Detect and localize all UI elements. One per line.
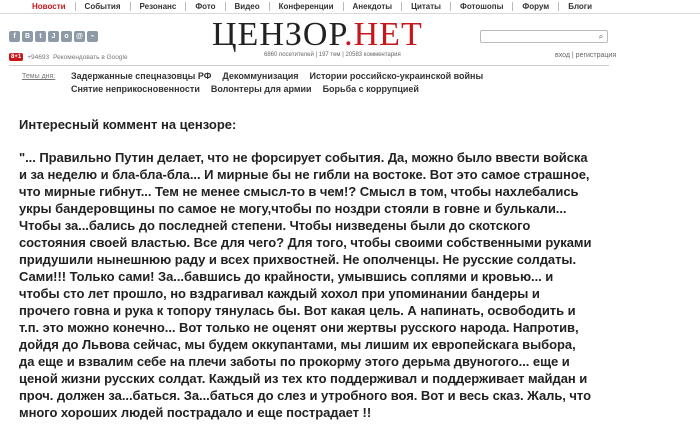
nav-item-photo[interactable]: Фото — [186, 2, 225, 11]
header-divider — [9, 65, 609, 66]
rss-icon[interactable]: ⌁ — [87, 31, 98, 42]
login-links[interactable]: вход | регистрация — [555, 52, 617, 59]
nav-item-conferences[interactable]: Конференции — [270, 2, 344, 11]
search-input[interactable] — [480, 30, 608, 43]
nav-item-blogs[interactable]: Блоги — [568, 2, 593, 11]
nav-divider — [0, 13, 700, 14]
topic-link[interactable]: Истории российско-украинской войны — [309, 71, 484, 81]
nav-item-events[interactable]: События — [76, 2, 131, 11]
nav-item-video[interactable]: Видео — [226, 2, 270, 11]
comment-line: Чтобы за...бались до последней степени. Чтобы низведены были до скотского — [19, 218, 531, 233]
comment-line: да еще и взвалим себе на плечи заботы по прокорму этого дерьма двуногого... еще и — [19, 354, 570, 369]
logo-main: ЦЕНЗОР — [212, 16, 345, 53]
comment-line: дойдя до Львова сейчас, мы будем оккупантами, мы лишим их европейскага выбора, — [19, 337, 576, 352]
comment-line: что мирные гибнут... Тем не менее смысл-то в чем!? Смысл в том, чтобы нахлебались — [19, 184, 579, 199]
quoted-comment — [19, 149, 700, 421]
top-nav — [0, 0, 700, 13]
comment-line: много хороших людей пострадало и еще пострадает !! — [19, 405, 372, 420]
nav-item-news[interactable]: Новости — [0, 2, 76, 11]
google-plus-count: +94693 — [27, 53, 50, 61]
nav-item-photoshops[interactable]: Фотошопы — [451, 2, 513, 11]
mail-icon[interactable]: @ — [74, 31, 85, 42]
nav-item-quotes[interactable]: Цитаты — [402, 2, 451, 11]
search-icon[interactable]: ⌕ — [598, 32, 604, 41]
comment-line: Сами!!! Только сами! За...бавшись до крайности, умывшись соплями и кровью... и — [19, 269, 554, 284]
nav-item-jokes[interactable]: Анекдоты — [344, 2, 403, 11]
comment-line: придушили нынешнюю раду и всех прихвостней. Не ополченцы. Не русские солдаты. — [19, 252, 577, 267]
topics-row-1 — [71, 71, 483, 81]
google-plus-icon[interactable]: 8+1 — [11, 54, 22, 60]
topic-link[interactable]: Снятие неприкосновенности — [71, 84, 200, 94]
comment-line: т.п. это можно конечно... Вот только не оценят они жертвы русского народа. Напротив, — [19, 320, 579, 335]
topics-row-2 — [71, 84, 419, 94]
comment-line: и за неделю и бла-бла-бла... И мирные бы не гибли на востоке. Вот это самое страшное, — [19, 167, 590, 182]
site-logo[interactable] — [212, 18, 423, 52]
comment-line: проч. должен за...баться. За...баться до слез и утробного воя. Вот и весь сказ. Жаль, что — [19, 388, 591, 403]
topic-link[interactable]: Задержанные спецназовцы РФ — [71, 71, 212, 81]
nav-item-resonance[interactable]: Резонанс — [131, 2, 187, 11]
comment-line: чтобы сто лет прошло, но вздрагивал каждый хохол при упоминании бандеры и — [19, 286, 540, 301]
social-icons — [9, 31, 98, 42]
topics-label: Темы дня: — [22, 73, 56, 80]
comment-line: укры бандеровщины по самое не могу,чтобы по ноздри стояли в говне и булькали... — [19, 201, 567, 216]
post-heading: Интересный коммент на цензоре: — [19, 117, 237, 132]
twitter-icon[interactable]: t — [35, 31, 46, 42]
odnoklassniki-icon[interactable]: o — [61, 31, 72, 42]
comment-line: прочего говна и рука к топору тянулась бы. Вот какая цель. А напинать, освободить и — [19, 303, 576, 318]
livejournal-icon[interactable]: J — [48, 31, 59, 42]
topic-link[interactable]: Волонтеры для армии — [210, 84, 312, 94]
google-plus-widget[interactable] — [9, 53, 128, 61]
facebook-icon[interactable]: f — [9, 31, 20, 42]
logo-net: НЕТ — [353, 16, 423, 53]
comment-line: "... Правильно Путин делает, что не форсирует события. Да, можно было ввести войска — [19, 150, 588, 165]
comment-line: ценой жизни русских солдат. Каждый из тех кто поддерживал и поддерживает майдан и — [19, 371, 588, 386]
comment-line: состояния своей властью. Все для чего? Для того, чтобы своими собственными руками — [19, 235, 592, 250]
nav-item-forum[interactable]: Форум — [513, 2, 559, 11]
vk-icon[interactable]: B — [22, 31, 33, 42]
logo-dot: . — [344, 16, 354, 53]
site-stats: 6860 посетителей | 197 тем | 20583 комментария — [264, 52, 401, 58]
topic-link[interactable]: Декоммунизация — [222, 71, 299, 81]
google-plus-text: Рекомендовать в Google — [53, 53, 128, 61]
topic-link[interactable]: Борьба с коррупцией — [322, 84, 419, 94]
